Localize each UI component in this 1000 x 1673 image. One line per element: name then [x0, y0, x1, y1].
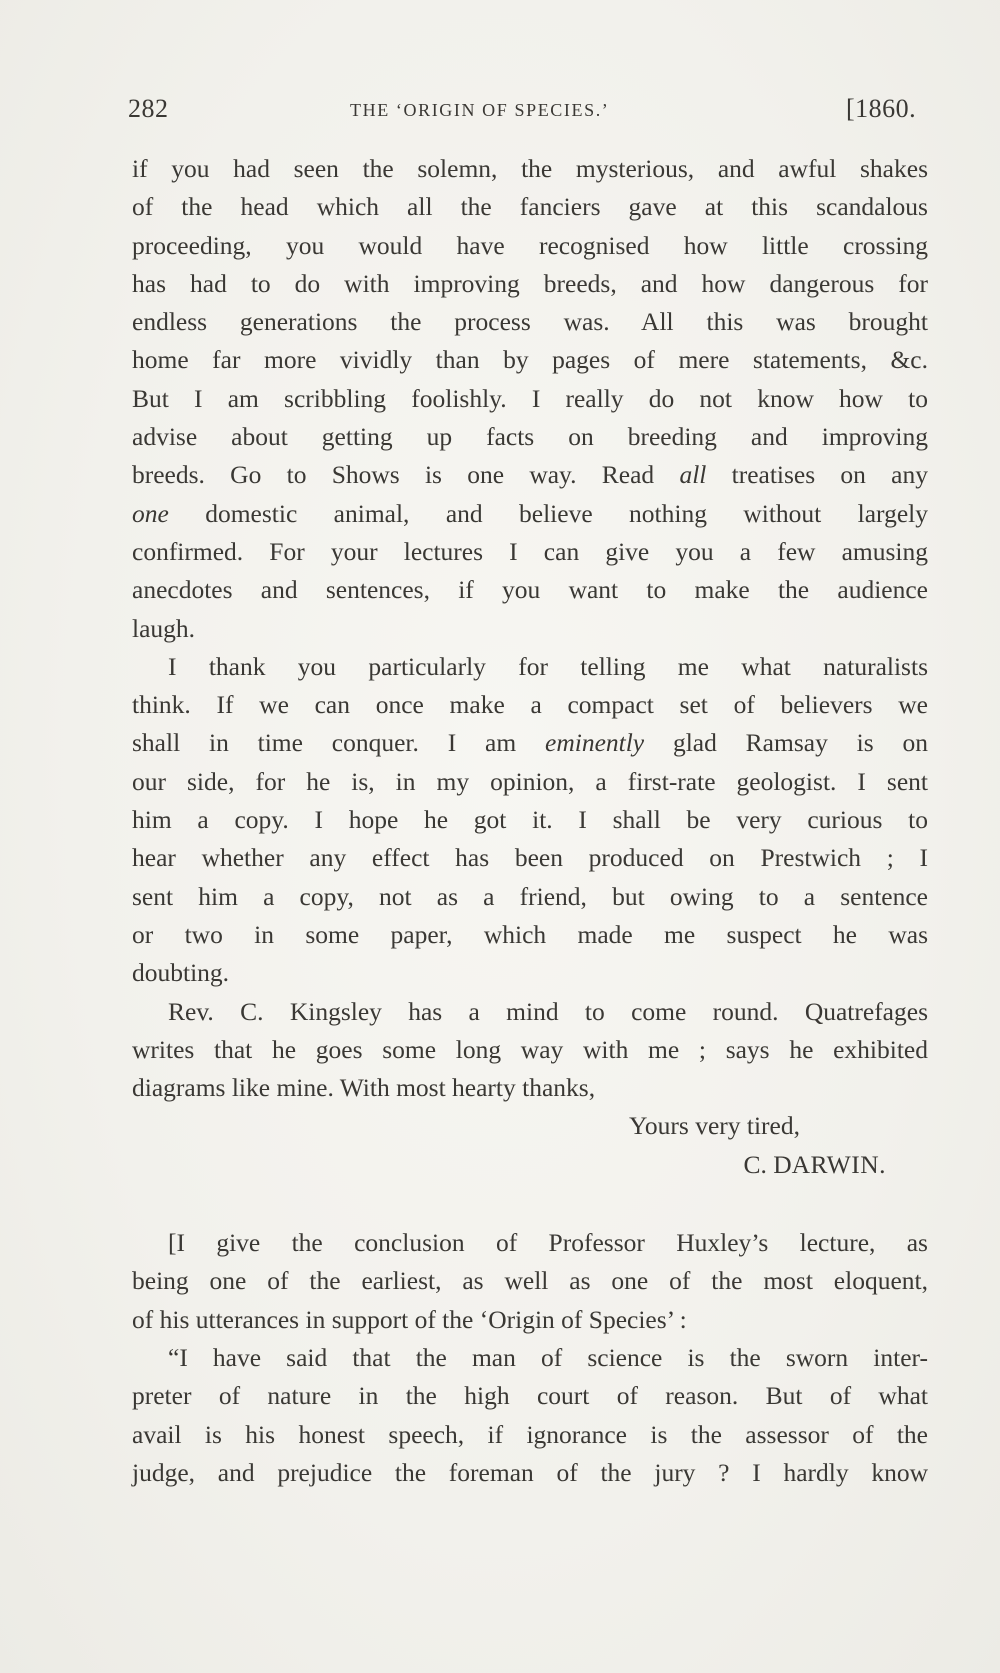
text-segment: domestic animal, and believe nothing without largely: [168, 498, 928, 528]
text-line: endless generations the process was. All this was brought: [132, 307, 928, 337]
text-line: diagrams like mine. With most hearty thanks,: [132, 1073, 596, 1103]
text-line: I thank you particularly for telling me what naturalists: [168, 651, 928, 681]
text-segment: glad Ramsay is on: [644, 728, 928, 758]
signature: [132, 1146, 928, 1184]
page-number: 282: [128, 94, 169, 123]
running-head: [128, 94, 928, 134]
text-line: anecdotes and sentences, if you want to make the audience: [132, 575, 928, 605]
text-segment: treatises on any: [706, 460, 928, 490]
text-line: has had to do with improving breeds, and how dangerous for: [132, 268, 928, 298]
text-line: Rev. C. Kingsley has a mind to come round. Quatrefages: [168, 996, 928, 1026]
body-text: [132, 150, 928, 1492]
running-title: THE ‘ORIGIN OF SPECIES.’: [350, 100, 610, 120]
italic-word: all: [679, 460, 707, 490]
text-line: of his utterances in support of the ‘Origin of Species’ :: [132, 1304, 687, 1334]
text-line: think. If we can once make a compact set of believers we: [132, 690, 928, 720]
running-year: [1860.: [846, 94, 917, 123]
text-line: writes that he goes some long way with me ; says he exhibited: [132, 1034, 928, 1064]
text-line: [132, 495, 928, 533]
quote-line: avail is his honest speech, if ignorance is the assessor of the: [132, 1419, 928, 1449]
quote-line: “I have said that the man of science is the sworn inter-: [168, 1342, 928, 1372]
text-line: sent him a copy, not as a friend, but owing to a sentence: [132, 881, 928, 911]
italic-word: one: [132, 498, 169, 528]
quote-line: judge, and prejudice the foreman of the jury ? I hardly know: [132, 1457, 928, 1487]
text-line: being one of the earliest, as well as one of the most eloquent,: [132, 1266, 928, 1296]
text-segment: breeds. Go to Shows is one way. Read: [132, 460, 680, 490]
text-line: hear whether any effect has been produced on Prestwich ; I: [132, 843, 928, 873]
text-line: or two in some paper, which made me suspect he was: [132, 919, 928, 949]
text-line: But I am scribbling foolishly. I really do not know how to: [132, 383, 928, 413]
signature-surname: ARWIN.: [791, 1149, 886, 1179]
text-line: of the head which all the fanciers gave at this scandalous: [132, 192, 928, 222]
text-line: him a copy. I hope he got it. I shall be very curious to: [132, 805, 928, 835]
section-gap: [132, 1184, 928, 1224]
text-line: laugh.: [132, 613, 196, 643]
text-line: confirmed. For your lectures I can give you a few amusing: [132, 536, 928, 566]
signature-initial: C. D: [743, 1149, 792, 1179]
text-line: proceeding, you would have recognised how little crossing: [132, 230, 928, 260]
text-line: [132, 724, 928, 762]
text-line: doubting.: [132, 958, 230, 988]
text-segment: shall in time conquer. I am: [132, 728, 545, 758]
text-line: advise about getting up facts on breeding and improving: [132, 422, 928, 452]
text-line: [I give the conclusion of Professor Huxley’s lecture, as: [168, 1228, 928, 1258]
text-line: our side, for he is, in my opinion, a first-rate geologist. I sent: [132, 766, 928, 796]
quote-line: preter of nature in the high court of reason. But of what: [132, 1381, 928, 1411]
italic-word: eminently: [545, 728, 645, 758]
letter-closing: Yours very tired,: [629, 1111, 800, 1141]
text-line: home far more vividly than by pages of mere statements, &c.: [132, 345, 928, 375]
text-line: if you had seen the solemn, the mysterious, and awful shakes: [132, 154, 928, 183]
text-line: [132, 456, 928, 494]
